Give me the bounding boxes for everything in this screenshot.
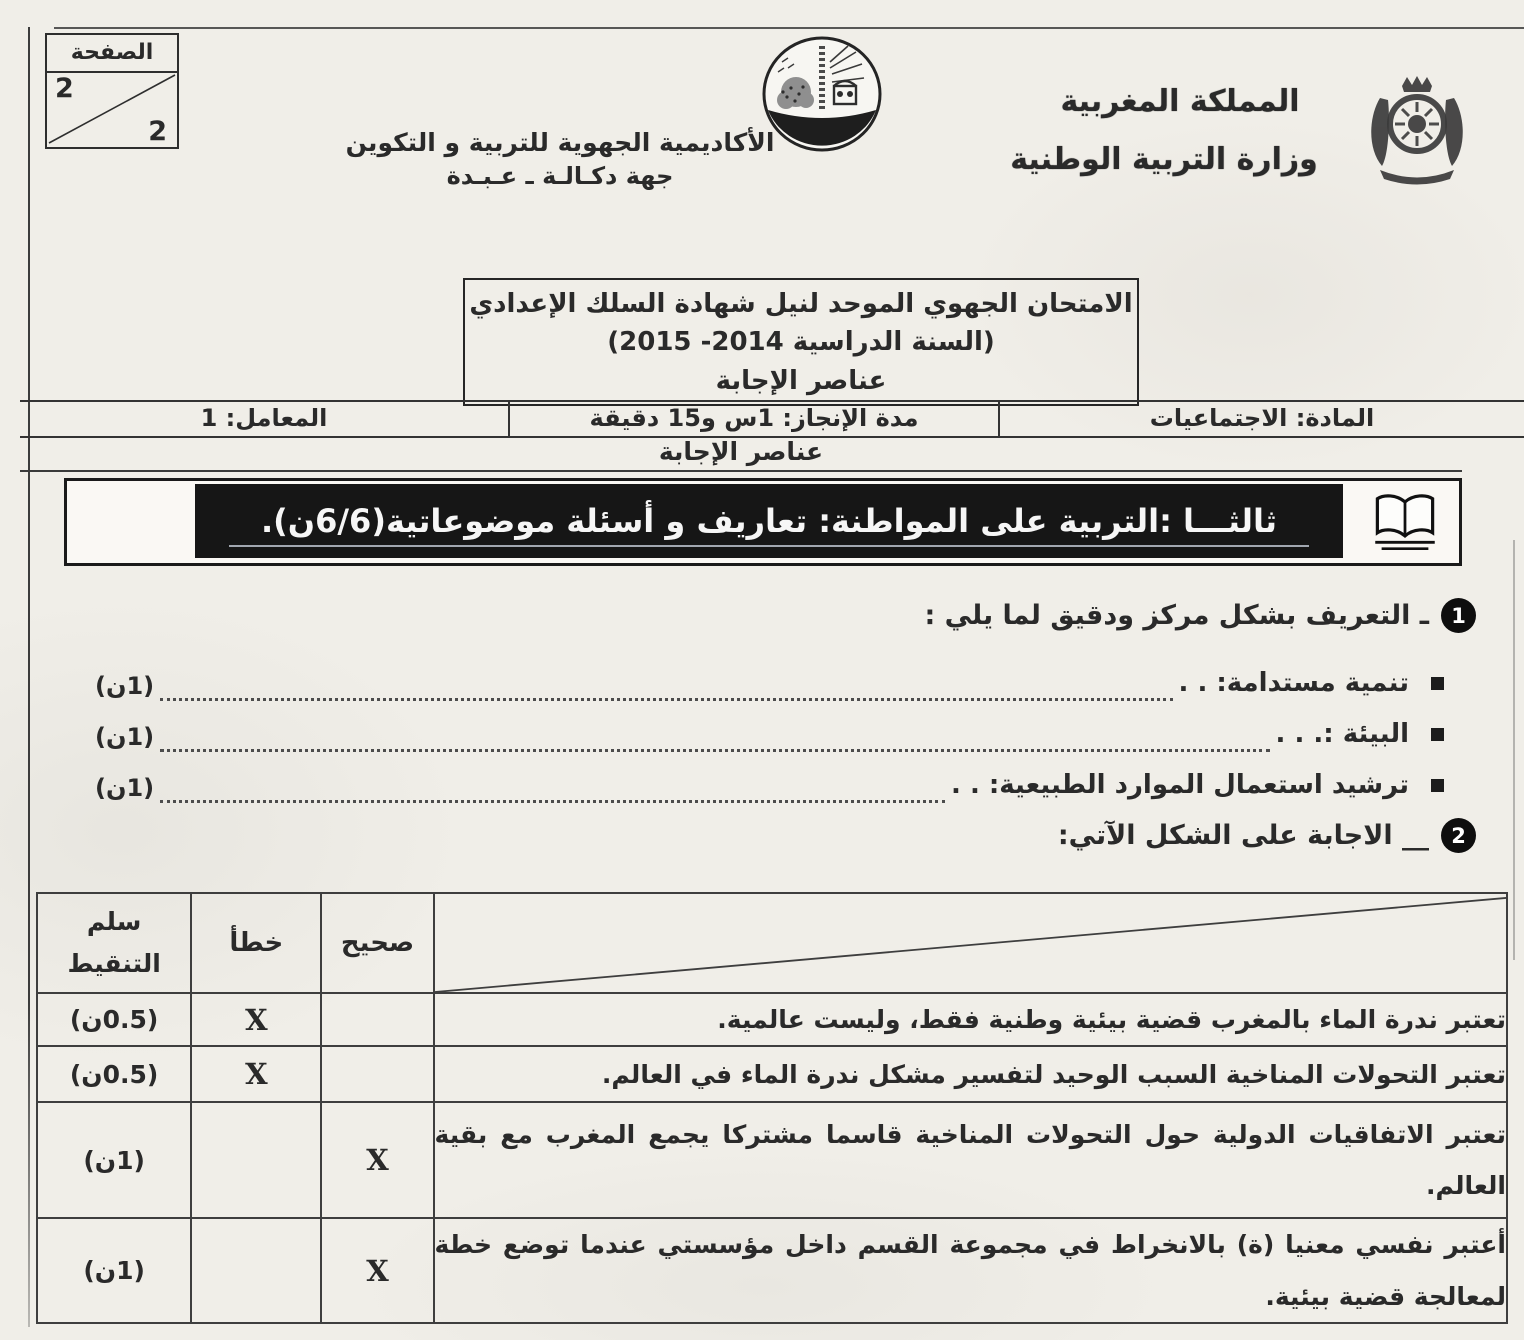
definition-item-label: تنمية مستدامة: . .: [1178, 668, 1409, 698]
statement-cell: تعتبر التحولات المناخية السبب الوحيد لتفسير مشكل ندرة الماء في العالم.: [434, 1046, 1507, 1102]
score-cell: (1ن): [37, 1218, 191, 1323]
wrong-header-cell: خطأ: [191, 893, 321, 993]
statement-cell: تعتبر ندرة الماء بالمغرب قضية بيئية وطنية فقط، وليست عالمية.: [434, 993, 1507, 1046]
scan-frame-left-line: [28, 27, 30, 1327]
definition-item-label: البيئة :. . .: [1275, 719, 1409, 749]
table-row: [37, 1218, 1507, 1323]
info-bar: [20, 400, 1524, 438]
correct-cell: X: [321, 1218, 433, 1323]
scale-header-line2: التنقيط: [67, 949, 161, 978]
section-banner-underline: [229, 545, 1308, 547]
duration-field: مدة الإنجاز: 1س و15 دقيقة: [508, 402, 998, 436]
subject-field: المادة: الاجتماعيات: [998, 402, 1524, 436]
page-number-total: 2: [148, 116, 167, 147]
scale-header-cell: [37, 893, 191, 993]
score-cell: (0.5ن): [37, 1046, 191, 1102]
statement-header-cell: [434, 893, 1507, 993]
definition-item-score: (1ن): [95, 672, 155, 700]
question-1-text: ـ التعريف بشكل مركز ودقيق لما يلي :: [924, 600, 1429, 631]
exam-title: الامتحان الجهوي الموحد لنيل شهادة السلك الإعدادي: [469, 288, 1133, 319]
header-diagonal-line: [435, 894, 1506, 992]
score-cell: (1ن): [37, 1102, 191, 1218]
correct-cell: [321, 1046, 433, 1102]
question-2-number-badge: 2: [1441, 818, 1476, 853]
wrong-cell: X: [191, 1046, 321, 1102]
question-1: [924, 598, 1476, 633]
page-number-label: الصفحة: [47, 35, 177, 73]
scan-frame-top-line: [54, 27, 1524, 29]
table-header-row: [37, 893, 1507, 993]
scan-frame-right-line: [1513, 540, 1515, 960]
section-banner: [64, 478, 1462, 566]
definition-item-score: (1ن): [95, 723, 155, 751]
coefficient-field: المعامل: 1: [200, 404, 328, 432]
definition-item: [95, 650, 1444, 701]
statement-cell: أعتبر نفسي معنيا (ة) بالانخراط في مجموعة القسم داخل مؤسستي عندما توضع خطة لمعالجة قضية بيئية.: [434, 1218, 1507, 1323]
kingdom-name: المملكة المغربية: [1060, 84, 1300, 119]
question-2-text: __ الاجابة على الشكل الآتي:: [1057, 820, 1429, 851]
exam-year: (السنة الدراسية 2014- 2015): [607, 327, 995, 357]
answer-elements-row: عناصر الإجابة: [20, 436, 1462, 472]
dotted-answer-line: [160, 658, 1172, 701]
open-book-icon: [1371, 486, 1439, 554]
square-bullet-icon: [1431, 779, 1444, 792]
table-row: [37, 993, 1507, 1046]
question-1-number-badge: 1: [1441, 598, 1476, 633]
correct-cell: X: [321, 1102, 433, 1218]
correct-cell: [321, 993, 433, 1046]
dotted-answer-line: [160, 709, 1269, 752]
score-cell: (0.5ن): [37, 993, 191, 1046]
wrong-cell: [191, 1218, 321, 1323]
definition-item: [95, 752, 1444, 803]
exam-title-box: [463, 278, 1139, 406]
academy-block: [330, 128, 790, 190]
ministry-name: وزارة التربية الوطنية: [1010, 142, 1318, 177]
answers-table: [36, 892, 1508, 1324]
square-bullet-icon: [1431, 677, 1444, 690]
question-2: [1058, 818, 1476, 853]
page-number-box: [45, 33, 179, 149]
table-row: [37, 1102, 1507, 1218]
correct-header-cell: صحيح: [321, 893, 433, 993]
academy-name: الأكاديمية الجهوية للتربية و التكوين: [345, 128, 775, 157]
dotted-answer-line: [160, 760, 945, 803]
statement-cell: تعتبر الاتفاقيات الدولية حول التحولات المناخية قاسما مشتركا يجمع المغرب مع بقية العالم.: [434, 1102, 1507, 1218]
definition-item-score: (1ن): [95, 774, 155, 802]
academy-region: جهة دكـالـة ـ عـبـدة: [446, 162, 674, 190]
definition-items: [95, 650, 1444, 803]
wrong-cell: [191, 1102, 321, 1218]
definition-item: [95, 701, 1444, 752]
square-bullet-icon: [1431, 728, 1444, 741]
table-row: [37, 1046, 1507, 1102]
section-banner-black-strip: [195, 484, 1343, 558]
wrong-cell: X: [191, 993, 321, 1046]
exam-answers-label: عناصر الإجابة: [715, 365, 887, 396]
page-number-current: 2: [55, 73, 74, 104]
definition-item-label: ترشيد استعمال الموارد الطبيعية: . .: [951, 770, 1409, 800]
scale-header-line1: سلم: [86, 906, 142, 936]
section-banner-title: ثالثـــا :التربية على المواطنة: تعاريف و أسئلة موضوعاتية(6/6ن).: [261, 502, 1277, 540]
coat-of-arms-icon: [1358, 72, 1478, 192]
